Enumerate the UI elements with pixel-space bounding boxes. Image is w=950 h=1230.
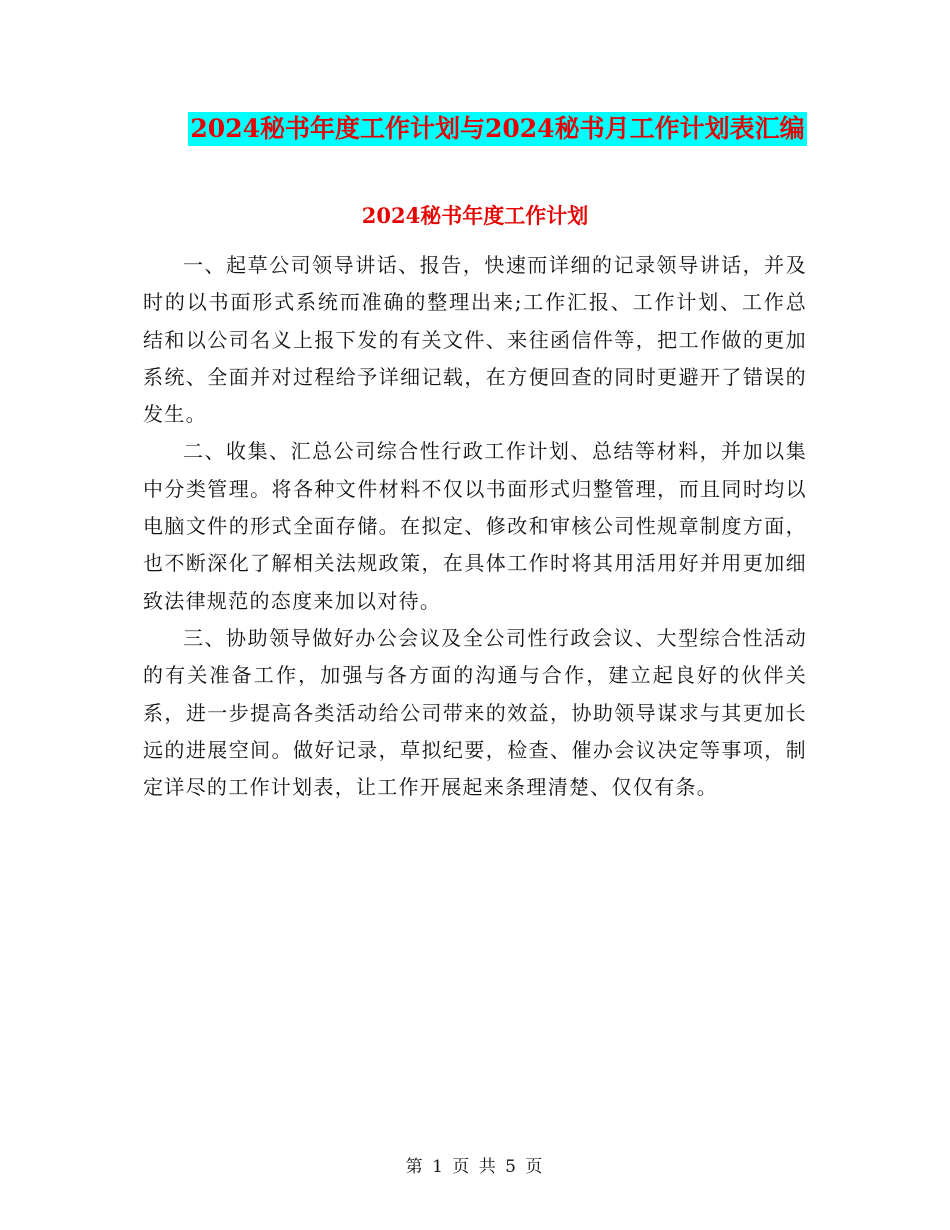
title-container bbox=[0, 112, 950, 146]
body-text bbox=[143, 247, 807, 806]
paragraph-3: 三、协助领导做好办公会议及全公司性行政会议、大型综合性活动的有关准备工作，加强与各方面的沟通与合作，建立起良好的伙伴关系，进一步提高各类活动给公司带来的效益，协助领导谋求与其更加长远的进展空间。做好记录，草拟纪要，检查、催办会议决定等事项，制定详尽的工作计划表，让工作开展起来条理清楚、仅仅有条。 bbox=[143, 625, 807, 800]
section-title: 2024秘书年度工作计划 bbox=[361, 203, 589, 228]
page-footer: 第 1 页 共 5 页 bbox=[405, 1157, 545, 1177]
paragraph-2: 二、收集、汇总公司综合性行政工作计划、总结等材料，并加以集中分类管理。将各种文件材料不仅以书面形式归整管理，而且同时均以电脑文件的形式全面存储。在拟定、修改和审核公司性规章制度方面，也不断深化了解相关法规政策，在具体工作时将其用活用好并用更加细致法律规范的态度来加以对待。 bbox=[143, 439, 807, 613]
document-title: 2024秘书年度工作计划与2024秘书月工作计划表汇编 bbox=[188, 112, 806, 146]
paragraph-1: 一、起草公司领导讲话、报告，快速而详细的记录领导讲话，并及时的以书面形式系统而准确的整理出来;工作汇报、工作计划、工作总结和以公司名义上报下发的有关文件、来往函信件等，把工作做的更加系统、全面并对过程给予详细记载，在方便回查的同时更避开了错误的发生。 bbox=[143, 253, 807, 427]
